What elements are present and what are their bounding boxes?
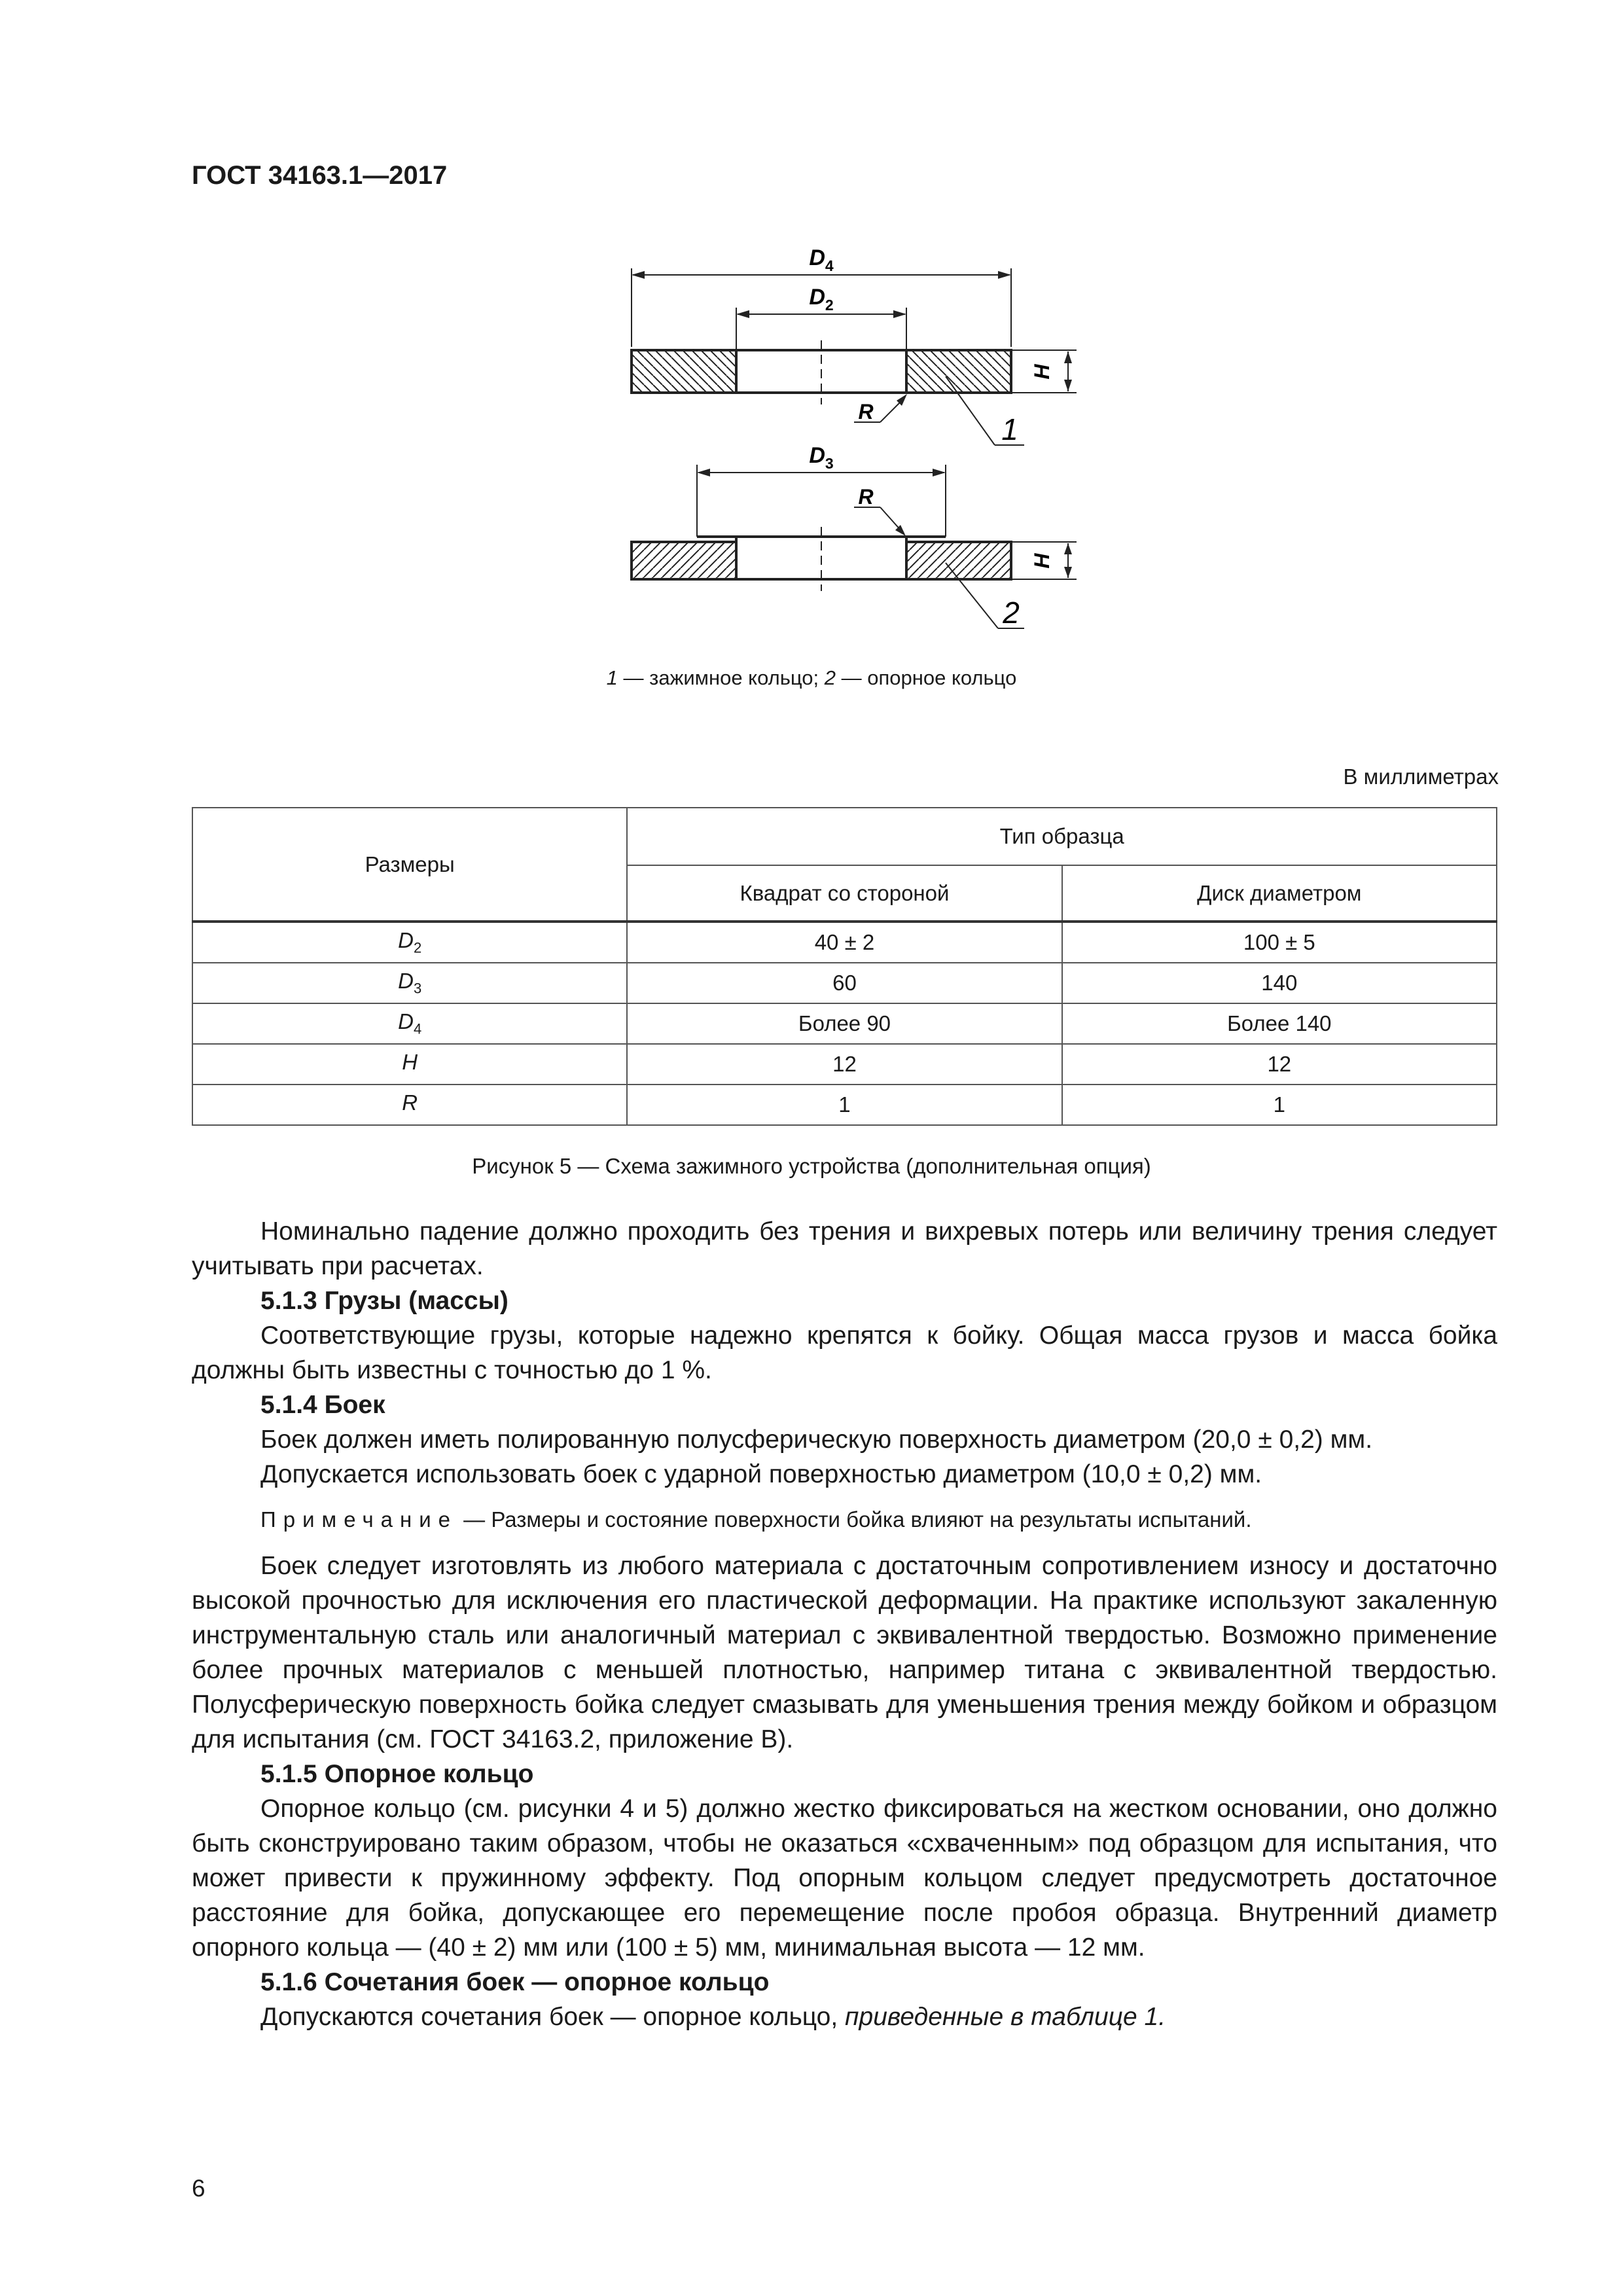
col-header-dimensions: Размеры — [192, 808, 627, 922]
col-header-sample-type: Тип образца — [627, 808, 1497, 865]
table-row: $D_2$ 40 ± 2 100 ± 5 — [192, 922, 1497, 963]
label-h-bottom: H — [1030, 553, 1054, 569]
note — [192, 1502, 1497, 1537]
clamping-ring-drawing — [632, 245, 1077, 446]
figure-caption: Рисунок 5 — Схема зажимного устройства (дополнительная опция) — [472, 1154, 1151, 1178]
svg-text:D4: $D_4$ — [809, 245, 834, 274]
svg-text:D3: $D_3$ — [809, 443, 834, 472]
section-heading-5-1-6: 5.1.6 Сочетания боек — опорное кольцо — [260, 1968, 770, 1996]
col-header-disk: Диск диаметром — [1062, 865, 1497, 922]
page-number: 6 — [192, 2175, 205, 2202]
table-row: H 12 12 — [192, 1044, 1497, 1085]
label-d4: D — [809, 245, 825, 270]
label-r-bottom: R — [858, 485, 874, 509]
label-h-top: H — [1030, 364, 1054, 380]
table-row: $D_3$ 60 140 — [192, 963, 1497, 1003]
item-1-label: 1 — [1001, 412, 1018, 446]
paragraph: Боек следует изготовлять из любого материала с достаточным сопротивлением износу и достаточно высокой прочностью для исключения его пластической деформации. На практике используют закаленную инструментальную сталь или аналогичный материал с эквивалентной твердостью. Возможно применение более прочных материалов с меньшей плотностью, например титана с эквивалентной твердостью. Полусферическую поверхность бойка следует смазывать для уменьшения трения между бойком и образцом для испытания (см. ГОСТ 34163.2, приложение В). — [192, 1552, 1497, 1753]
label-d3: D — [809, 443, 825, 468]
paragraph: Соответствующие грузы, которые надежно крепятся к бойку. Общая масса грузов и масса бойка должны быть известны с точностью до 1 %. — [192, 1321, 1497, 1384]
paragraph: Допускается использовать боек с ударной поверхностью диаметром (10,0 ± 0,2) мм. — [260, 1460, 1262, 1488]
note-text: — Размеры и состояние поверхности бойка влияют на результаты испытаний. — [457, 1507, 1252, 1532]
body-text — [192, 1214, 1497, 2034]
units-note: В миллиметрах — [1343, 764, 1499, 789]
figure-legend: 1 — зажимное кольцо; 2 — опорное кольцо — [606, 666, 1017, 689]
item-2-label: 2 — [1003, 596, 1020, 630]
dimensions-table — [192, 807, 1497, 1126]
paragraph: Допускаются сочетания боек — опорное кольцо, приведенные в таблице 1. — [260, 2003, 1166, 2031]
table-row: R 1 1 — [192, 1085, 1497, 1125]
note-label: Примечание — [260, 1507, 458, 1532]
section-heading-5-1-3: 5.1.3 Грузы (массы) — [260, 1287, 508, 1315]
table-row: $D_4$ Более 90 Более 140 — [192, 1003, 1497, 1044]
section-heading-5-1-4: 5.1.4 Боек — [260, 1391, 385, 1419]
label-r-top: R — [858, 400, 874, 423]
label-d2: D — [809, 285, 825, 310]
support-ring-drawing — [632, 443, 1077, 630]
section-heading-5-1-5: 5.1.5 Опорное кольцо — [260, 1760, 534, 1788]
svg-text:D2: $D_2$ — [809, 285, 834, 314]
clamping-device-figure — [589, 229, 1086, 648]
col-header-square: Квадрат со стороной — [627, 865, 1061, 922]
paragraph: Боек должен иметь полированную полусферическую поверхность диаметром (20,0 ± 0,2) мм. — [260, 1426, 1373, 1454]
paragraph: Опорное кольцо (см. рисунки 4 и 5) должно жестко фиксироваться на жестком основании, оно должно быть сконструировано таким образом, чтобы не оказаться «схваченным» под образцом для испытания, что может привести к пружинному эффекту. Под опорным кольцом следует предусмотреть достаточное расстояние для бойка, допускающее его перемещение после пробоя образца. Внутренний диаметр опорного кольца — (40 ± 2) мм или (100 ± 5) мм, минимальная высота — 12 мм. — [192, 1795, 1497, 1962]
document-header: ГОСТ 34163.1—2017 — [192, 161, 448, 190]
paragraph: Номинально падение должно проходить без трения и вихревых потерь или величину трения следует учитывать при расчетах. — [192, 1217, 1497, 1280]
